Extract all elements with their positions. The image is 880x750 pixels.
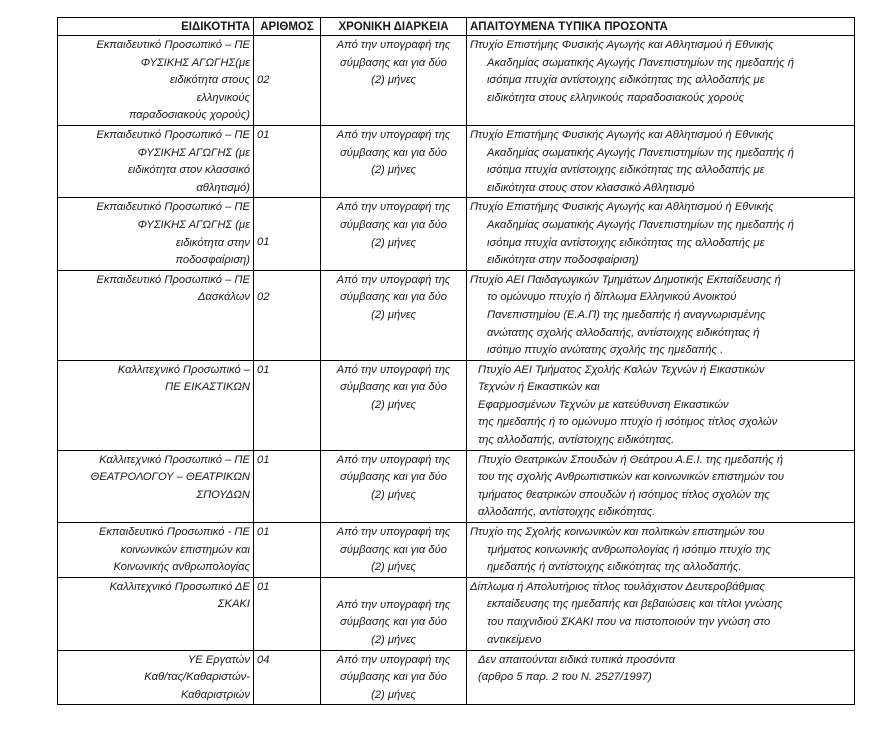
table-row: [58, 450, 855, 522]
specialty-cell: Εκπαιδευτικό Προσωπικό – ΠΕ ΦΥΣΙΚΗΣ ΑΓΩΓΗΣ (με ειδικότητα στον κλασσικό αθλητισμό): [58, 125, 254, 197]
staff-requirements-table: [57, 17, 855, 705]
specialty-cell: Εκπαιδευτικό Προσωπικό – ΠΕ Δασκάλων: [58, 270, 254, 360]
table-row: [58, 523, 855, 578]
table-row: [58, 577, 855, 650]
count-cell: 02: [254, 270, 321, 360]
count-cell: 01: [254, 523, 321, 578]
table-row: [58, 270, 855, 360]
qualifications-cell: Πτυχίο ΑΕΙ Παιδαγωγικών Τμημάτων Δημοτικής Εκπαίδευσης ή το ομώνυμο πτυχίο ή δίπλωμα Ελληνικού Ανοικτού Πανεπιστημίου (Ε.Α.Π) της ημεδαπής ή αναγνωρισμένης ανώτατης σχολής αλλοδαπής, αντίστοιχης ειδικότητας ή ισότιμο πτυχίο ανώτατης σχολής της ημεδαπής .: [467, 270, 855, 360]
count-cell: 01: [254, 198, 321, 270]
duration-cell: Από την υπογραφή της σύμβασης και για δύο (2) μήνες: [321, 270, 467, 360]
header-duration: ΧΡΟΝΙΚΗ ΔΙΑΡΚΕΙΑ: [321, 18, 467, 36]
table-row: [58, 36, 855, 126]
header-row: [58, 18, 855, 36]
specialty-cell: Καλλιτεχνικό Προσωπικό – ΠΕ ΕΙΚΑΣΤΙΚΩΝ: [58, 360, 254, 450]
qualifications-cell: Πτυχίο Επιστήμης Φυσικής Αγωγής και Αθλητισμού ή Εθνικής Ακαδημίας σωματικής Αγωγής Πανεπιστημίων της ημεδαπής ή ισότιμα πτυχία αντίστοιχης ειδικότητας της αλλοδαπής με ειδικότητα στους στον κλασσικό Αθλητισμό: [467, 125, 855, 197]
duration-cell: Από την υπογραφή της σύμβασης και για δύο (2) μήνες: [321, 36, 467, 126]
duration-cell: Από την υπογραφή της σύμβασης και για δύο (2) μήνες: [321, 650, 467, 705]
qualifications-cell: Πτυχίο Θεατρικών Σπουδών ή Θεάτρου Α.Ε.Ι. της ημεδαπής ή του της σχολής Ανθρωπιστικών και κοινωνικών επιστημών του τμήματος θεατρικών σπουδών ή ισότιμος τίτλος σχολών της αλλοδαπής, αντίστοιχης ειδικότητας.: [467, 450, 855, 522]
table-row: [58, 360, 855, 450]
count-cell: 01: [254, 125, 321, 197]
qualifications-cell: Δίπλωμα ή Απολυτήριος τίτλος τουλάχιστον Δευτεροβάθμιας εκπαίδευσης της ημεδαπής και βεβαιώσεις και τίτλοι γνώσης του παιχνιδιού ΣΚΑΚΙ που να πιστοποιούν την γνώση στο αντικείμενο: [467, 577, 855, 650]
qualifications-cell: Πτυχίο της Σχολής κοινωνικών και πολιτικών επιστημών του τμήματος κοινωνικής ανθρωπολογίας ή ισότιμο πτυχίο της ημεδαπής ή αντίστοιχης ειδικότητας της αλλοδαπής.: [467, 523, 855, 578]
specialty-cell: Εκπαιδευτικό Προσωπικό – ΠΕ ΦΥΣΙΚΗΣ ΑΓΩΓΗΣ(με ειδικότητα στους ελληνικούς παραδοσιακούς χορούς): [58, 36, 254, 126]
count-cell: 02: [254, 36, 321, 126]
specialty-cell: Εκπαιδευτικό Προσωπικό - ΠΕ κοινωνικών επιστημών και Κοινωνικής ανθρωπολογίας: [58, 523, 254, 578]
table-row: [58, 125, 855, 197]
specialty-cell: Εκπαιδευτικό Προσωπικό – ΠΕ ΦΥΣΙΚΗΣ ΑΓΩΓΗΣ (με ειδικότητα στην ποδοσφαίριση): [58, 198, 254, 270]
count-cell: 04: [254, 650, 321, 705]
duration-cell: Από την υπογραφή της σύμβασης και για δύο (2) μήνες: [321, 577, 467, 650]
duration-cell: Από την υπογραφή της σύμβασης και για δύο (2) μήνες: [321, 125, 467, 197]
qualifications-cell: Δεν απαιτούνται ειδικά τυπικά προσόντα (αρθρο 5 παρ. 2 του Ν. 2527/1997): [467, 650, 855, 705]
count-cell: 01: [254, 450, 321, 522]
duration-cell: Από την υπογραφή της σύμβασης και για δύο (2) μήνες: [321, 450, 467, 522]
table-row: [58, 198, 855, 270]
duration-cell: Από την υπογραφή της σύμβασης και για δύο (2) μήνες: [321, 360, 467, 450]
header-qualifications: ΑΠΑΙΤΟΥΜΕΝΑ ΤΥΠΙΚΑ ΠΡΟΣΟΝΤΑ: [467, 18, 855, 36]
duration-cell: Από την υπογραφή της σύμβασης και για δύο (2) μήνες: [321, 523, 467, 578]
qualifications-cell: Πτυχίο Επιστήμης Φυσικής Αγωγής και Αθλητισμού ή Εθνικής Ακαδημίας σωματικής Αγωγής Πανεπιστημίων της ημεδαπής ή ισότιμα πτυχία αντίστοιχης ειδικότητας της αλλοδαπής με ειδικότητα στους ελληνικούς παραδοσιακούς χορούς: [467, 36, 855, 126]
specialty-cell: ΥΕ Εργατών Καθ/τας/Καθαριστών- Καθαριστριών: [58, 650, 254, 705]
qualifications-cell: Πτυχίο ΑΕΙ Τμήματος Σχολής Καλών Τεχνών ή Εικαστικών Τεχνών ή Εικαστικών και Εφαρμοσμένων Τεχνών με κατεύθυνση Εικαστικών της ημεδαπής ή το ομώνυμο πτυχίο ή ισότιμος τίτλος σχολών της αλλοδαπής, αντίστοιχης ειδικότητας.: [467, 360, 855, 450]
qualifications-cell: Πτυχίο Επιστήμης Φυσικής Αγωγής και Αθλητισμού ή Εθνικής Ακαδημίας σωματικής Αγωγής Πανεπιστημίων της ημεδαπής ή ισότιμα πτυχία αντίστοιχης ειδικότητας της αλλοδαπής με ειδικότητα στην ποδοσφαίριση): [467, 198, 855, 270]
count-cell: 01: [254, 360, 321, 450]
specialty-cell: Καλλιτεχνικό Προσωπικό – ΠΕ ΘΕΑΤΡΟΛΟΓΟΥ – ΘΕΑΤΡΙΚΩΝ ΣΠΟΥΔΩΝ: [58, 450, 254, 522]
table-row: [58, 650, 855, 705]
header-specialty: ΕΙΔΙΚΟΤΗΤΑ: [58, 18, 254, 36]
duration-cell: Από την υπογραφή της σύμβασης και για δύο (2) μήνες: [321, 198, 467, 270]
count-cell: 01: [254, 577, 321, 650]
header-count: ΑΡΙΘΜΟΣ: [254, 18, 321, 36]
specialty-cell: Καλλιτεχνικό Προσωπικό ΔΕ ΣΚΑΚΙ: [58, 577, 254, 650]
